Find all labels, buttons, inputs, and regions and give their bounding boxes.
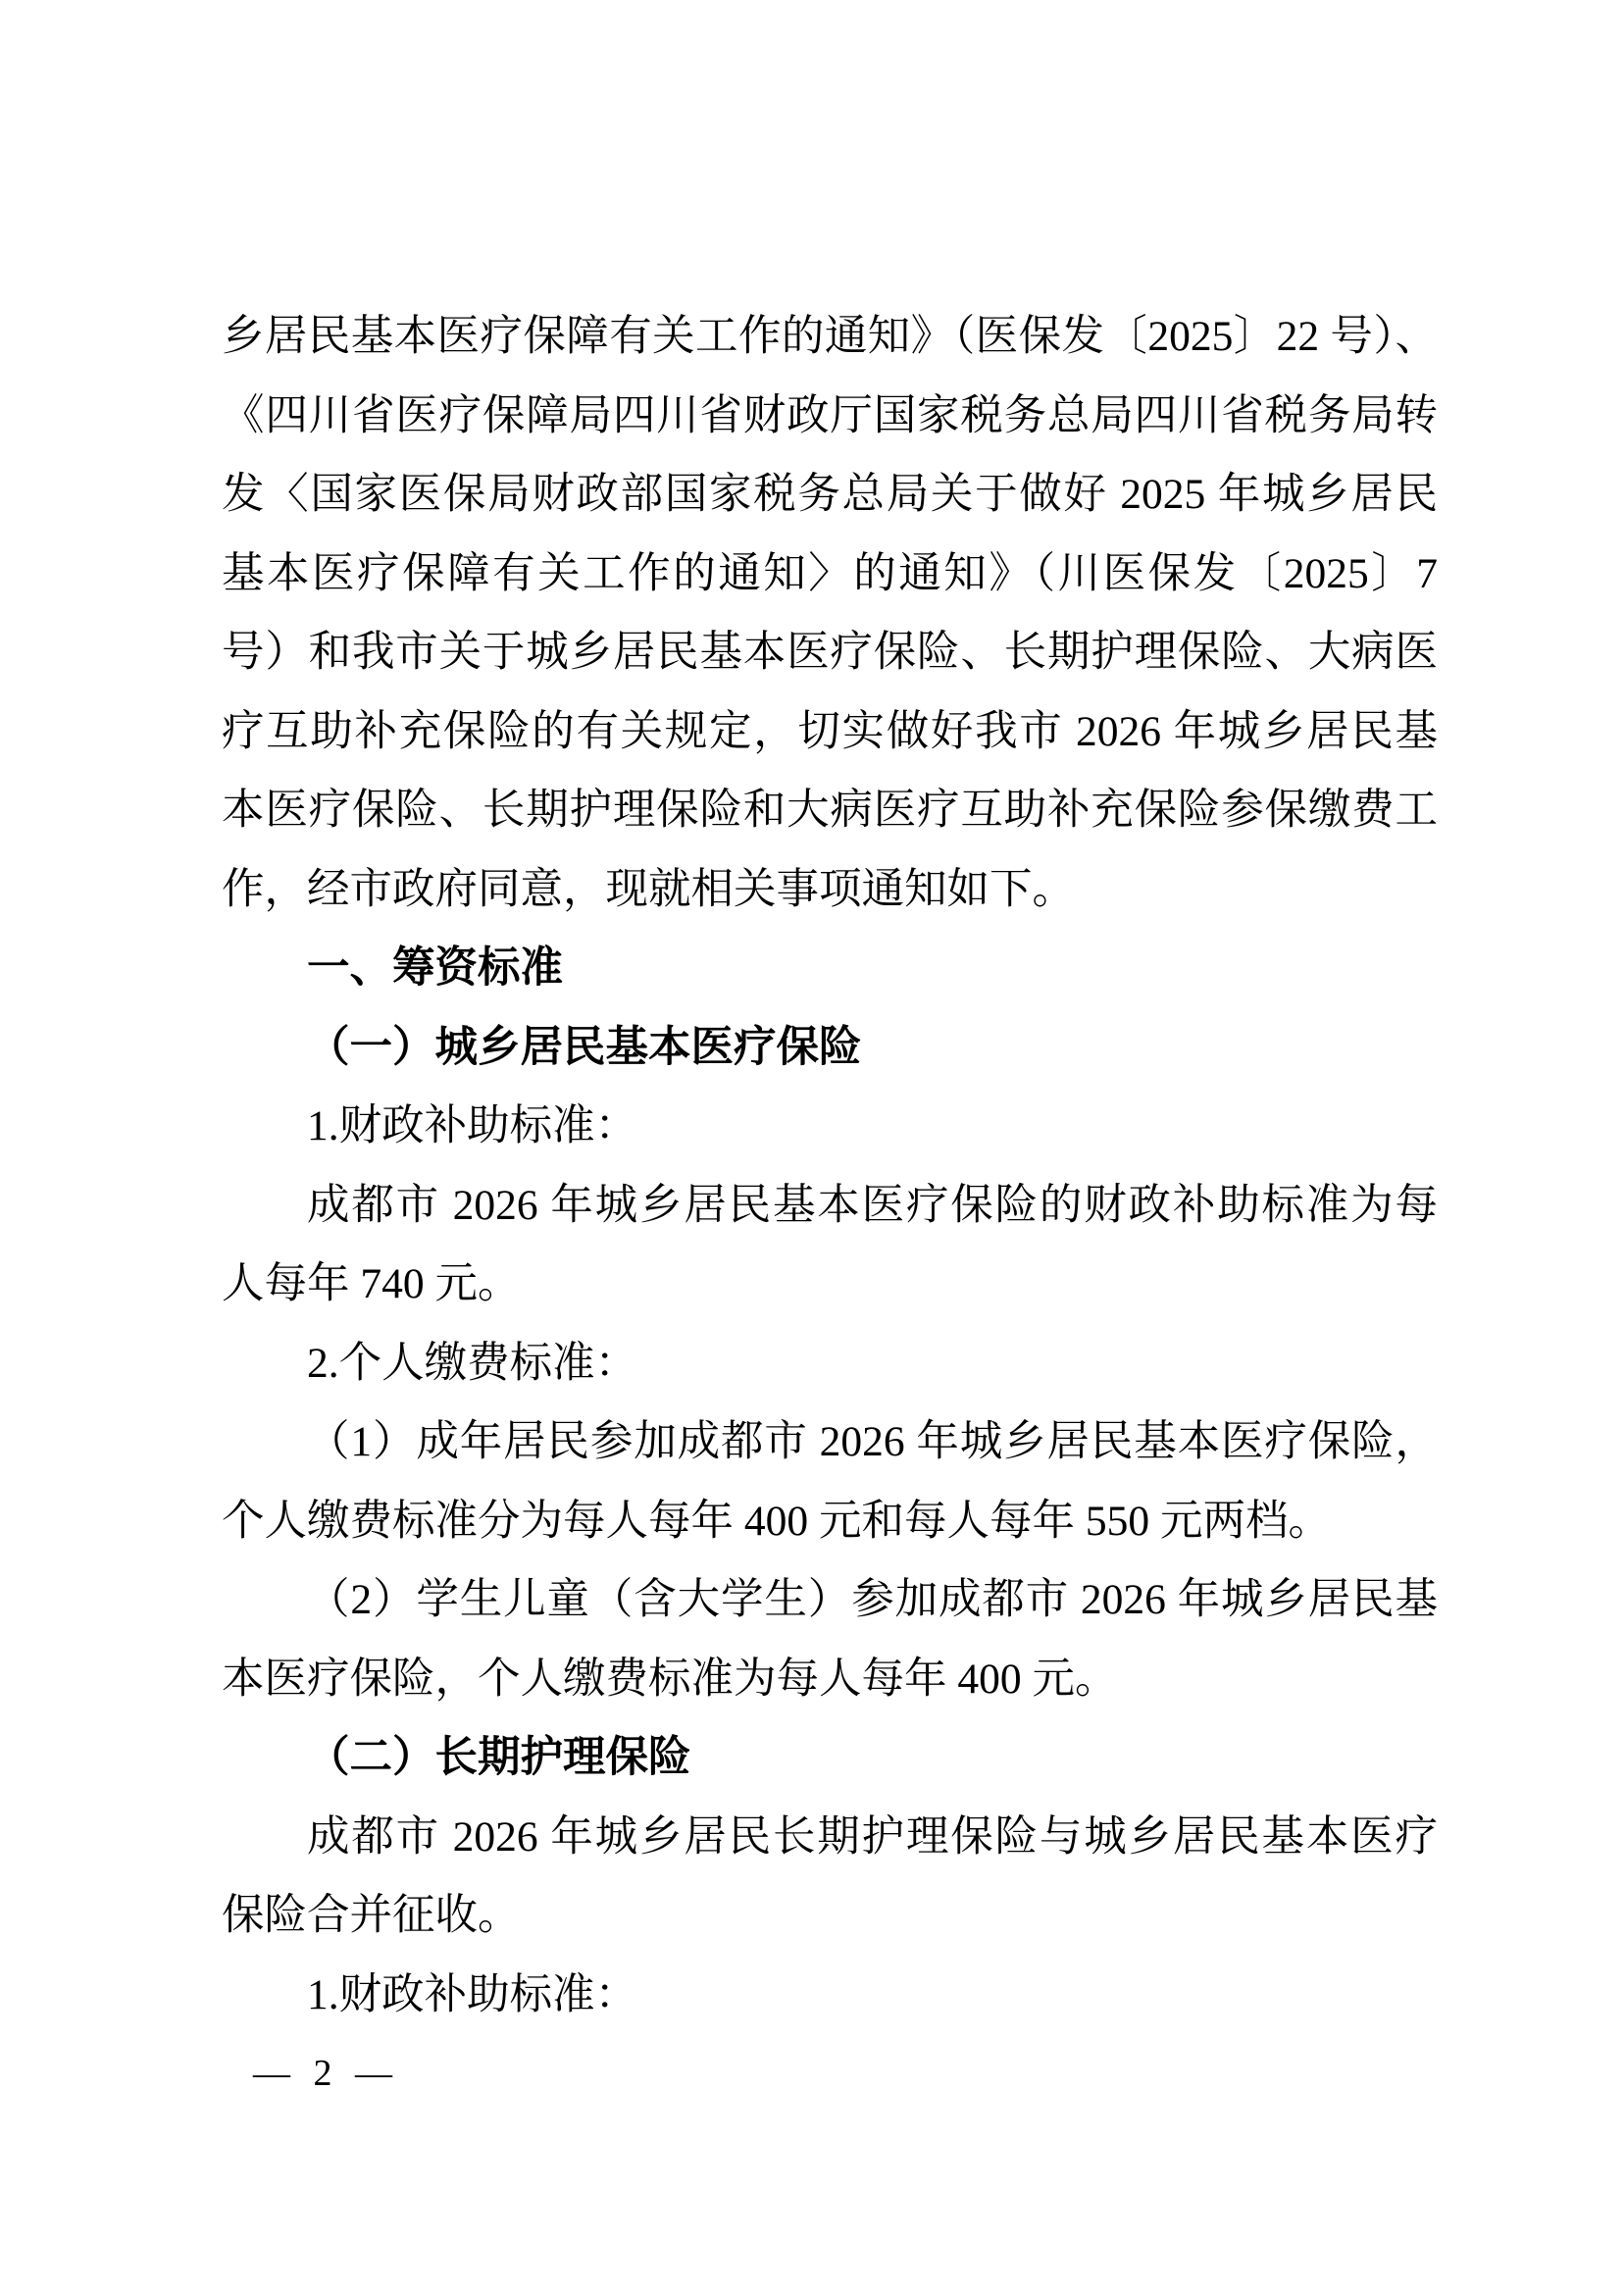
text-line: 发〈国家医保局财政部国家税务总局关于做好 2025 年城乡居民 <box>222 471 1438 518</box>
paragraph <box>222 1560 1438 1718</box>
text-line: 人每年 740 元。 <box>222 1260 521 1307</box>
text-line: 1.财政补助标准： <box>307 1102 638 1149</box>
paragraph <box>222 1166 1438 1324</box>
paragraph <box>222 1324 1438 1403</box>
paragraph <box>222 1798 1438 1956</box>
text-line: 本医疗保险，个人缴费标准为每人每年 400 元。 <box>222 1655 1118 1703</box>
text-line: 基本医疗保障有关工作的通知〉的通知》（川医保发〔2025〕7 <box>222 549 1438 597</box>
paragraph <box>222 1402 1438 1560</box>
text-line: 成都市 2026 年城乡居民长期护理保险与城乡居民基本医疗 <box>307 1812 1438 1861</box>
paragraph <box>222 1087 1438 1166</box>
text-line: 个人缴费标准分为每人每年 400 元和每人每年 550 元两档。 <box>222 1497 1331 1545</box>
text-line: （一）城乡居民基本医疗保险 <box>307 1023 862 1071</box>
text-line: 成都市 2026 年城乡居民基本医疗保险的财政补助标准为每 <box>307 1181 1438 1229</box>
text-line: 一、筹资标准 <box>307 944 563 992</box>
paragraph <box>222 297 1438 929</box>
text-line: 本医疗保险、长期护理保险和大病医疗互助补充保险参保缴费工 <box>222 787 1438 834</box>
text-line: 1.财政补助标准： <box>307 1970 638 2018</box>
text-line: 号）和我市关于城乡居民基本医疗保险、长期护理保险、大病医 <box>222 629 1438 676</box>
text-line: 《四川省医疗保障局四川省财政厅国家税务总局四川省税务局转 <box>222 391 1438 439</box>
text-line: 2.个人缴费标准： <box>307 1339 638 1387</box>
document-body <box>222 297 1438 2034</box>
text-line: 作，经市政府同意，现就相关事项通知如下。 <box>222 865 1075 913</box>
text-line: （二）长期护理保险 <box>307 1734 691 1781</box>
text-line: 保险合并征收。 <box>222 1892 521 1939</box>
paragraph <box>222 1956 1438 2035</box>
text-line: 疗互助补充保险的有关规定，切实做好我市 2026 年城乡居民基 <box>222 707 1438 755</box>
page-number: — 2 — <box>253 2053 392 2094</box>
sub-heading <box>222 1718 1438 1798</box>
sub-heading <box>222 1008 1438 1088</box>
section-heading <box>222 929 1438 1008</box>
text-line: （2）学生儿童（含大学生）参加成都市 2026 年城乡居民基 <box>307 1576 1438 1623</box>
text-line: 乡居民基本医疗保障有关工作的通知》（医保发〔2025〕22 号）、 <box>222 313 1438 360</box>
text-line: （1）成年居民参加成都市 2026 年城乡居民基本医疗保险， <box>307 1418 1438 1465</box>
